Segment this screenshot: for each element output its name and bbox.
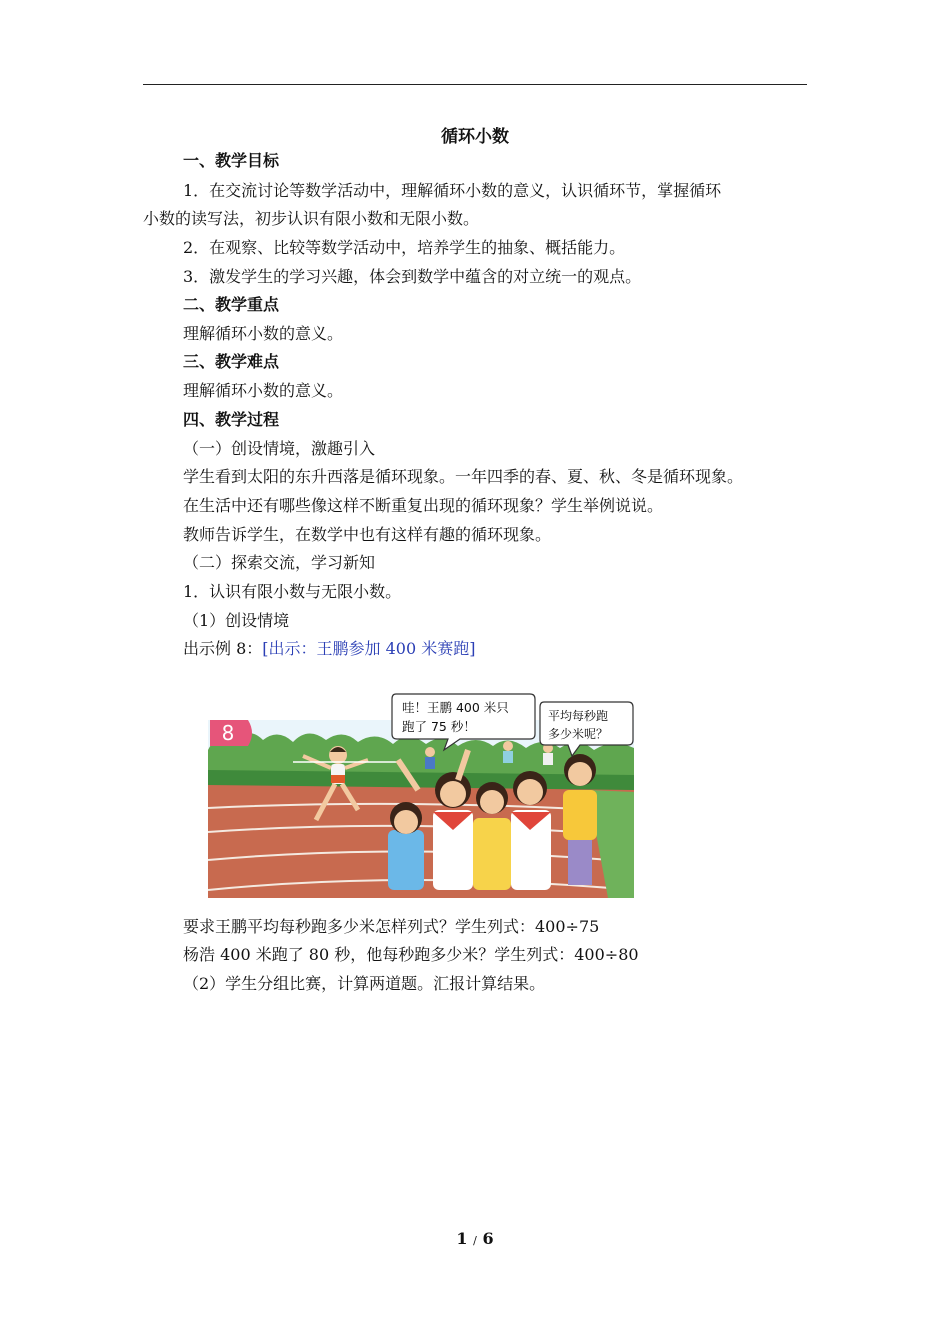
goal-1a: 1．在交流讨论等数学活动中，理解循环小数的意义，认识循环节，掌握循环 bbox=[183, 181, 722, 200]
goal-3: 3．激发学生的学习兴趣，体会到数学中蕴含的对立统一的观点。 bbox=[183, 267, 642, 286]
example-prefix: 出示例 8： bbox=[183, 639, 263, 658]
question-2: 杨浩 400 米跑了 80 秒，他每秒跑多少米？学生列式：400÷80 bbox=[183, 945, 639, 964]
page-title: 循环小数 bbox=[441, 127, 509, 147]
para-3: 教师告诉学生，在数学中也有这样有趣的循环现象。 bbox=[183, 525, 552, 544]
difficulty-text: 理解循环小数的意义。 bbox=[183, 381, 344, 400]
example-number: 8 bbox=[221, 721, 235, 745]
page-separator: / bbox=[473, 1234, 477, 1247]
example-line bbox=[183, 638, 475, 660]
question-3: （2）学生分组比赛，计算两道题。汇报计算结果。 bbox=[183, 974, 546, 993]
step-1: （一）创设情境，激趣引入 bbox=[183, 439, 376, 458]
step-2: （二）探索交流，学习新知 bbox=[183, 553, 376, 572]
header-rule bbox=[143, 84, 807, 85]
heading-key: 二、教学重点 bbox=[183, 295, 280, 314]
para-4: 1．认识有限小数与无限小数。 bbox=[183, 582, 402, 601]
bubble-2-line-2: 多少米呢？ bbox=[548, 727, 609, 741]
bubble-1-line-2: 跑了 75 秒！ bbox=[402, 719, 476, 734]
heading-goals: 一、教学目标 bbox=[183, 151, 280, 170]
page-current: 1 bbox=[456, 1229, 468, 1248]
race-illustration bbox=[208, 690, 634, 898]
heading-process: 四、教学过程 bbox=[183, 410, 280, 429]
bubble-1-line-1: 哇！王鹏 400 米只 bbox=[402, 700, 509, 715]
question-1: 要求王鹏平均每秒跑多少米怎样列式？学生列式：400÷75 bbox=[183, 917, 600, 936]
example-note: [出示：王鹏参加 400 米赛跑] bbox=[262, 639, 476, 658]
goal-2: 2．在观察、比较等数学活动中，培养学生的抽象、概括能力。 bbox=[183, 238, 626, 257]
goal-1b: 小数的读写法，初步认识有限小数和无限小数。 bbox=[143, 209, 480, 228]
heading-difficulty: 三、教学难点 bbox=[183, 352, 280, 371]
page-number bbox=[0, 1229, 950, 1248]
bubble-2-line-1: 平均每秒跑 bbox=[548, 709, 609, 723]
para-1: 学生看到太阳的东升西落是循环现象。一年四季的春、夏、秋、冬是循环现象。 bbox=[183, 467, 744, 486]
key-text: 理解循环小数的意义。 bbox=[183, 324, 344, 343]
para-5: （1）创设情境 bbox=[183, 611, 290, 630]
example-badge bbox=[210, 720, 252, 746]
page-total: 6 bbox=[482, 1229, 494, 1248]
para-2: 在生活中还有哪些像这样不断重复出现的循环现象？学生举例说说。 bbox=[183, 496, 664, 515]
